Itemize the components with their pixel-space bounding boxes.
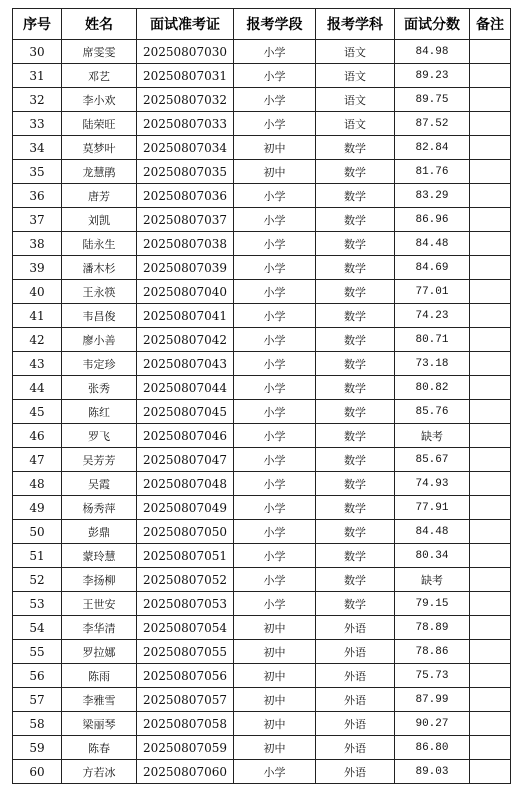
cell-name: 陈红 <box>62 400 137 424</box>
cell-no: 30 <box>13 40 62 64</box>
cell-name: 王世安 <box>62 592 137 616</box>
cell-score: 87.52 <box>395 112 470 136</box>
cell-exam-id: 20250807057 <box>137 688 234 712</box>
cell-stage: 小学 <box>234 232 316 256</box>
table-row <box>13 64 511 88</box>
cell-stage: 初中 <box>234 640 316 664</box>
cell-stage: 小学 <box>234 208 316 232</box>
table-row <box>13 616 511 640</box>
cell-exam-id: 20250807031 <box>137 64 234 88</box>
cell-exam-id: 20250807048 <box>137 472 234 496</box>
cell-name: 王永筷 <box>62 280 137 304</box>
table-row <box>13 688 511 712</box>
interview-score-table <box>12 8 511 784</box>
cell-stage: 初中 <box>234 664 316 688</box>
cell-subject: 数学 <box>316 280 395 304</box>
cell-subject: 数学 <box>316 352 395 376</box>
cell-exam-id: 20250807046 <box>137 424 234 448</box>
cell-score: 79.15 <box>395 592 470 616</box>
cell-subject: 外语 <box>316 640 395 664</box>
cell-subject: 外语 <box>316 760 395 784</box>
cell-no: 38 <box>13 232 62 256</box>
cell-note <box>470 376 511 400</box>
header-no: 序号 <box>13 9 62 40</box>
cell-stage: 初中 <box>234 712 316 736</box>
table-row <box>13 376 511 400</box>
cell-stage: 小学 <box>234 424 316 448</box>
cell-note <box>470 328 511 352</box>
cell-stage: 初中 <box>234 160 316 184</box>
cell-note <box>470 760 511 784</box>
cell-name: 李小欢 <box>62 88 137 112</box>
cell-no: 45 <box>13 400 62 424</box>
table-row <box>13 736 511 760</box>
cell-exam-id: 20250807051 <box>137 544 234 568</box>
cell-subject: 外语 <box>316 688 395 712</box>
cell-score: 78.86 <box>395 640 470 664</box>
cell-name: 潘木杉 <box>62 256 137 280</box>
cell-note <box>470 64 511 88</box>
cell-no: 40 <box>13 280 62 304</box>
table-row <box>13 328 511 352</box>
cell-note <box>470 688 511 712</box>
cell-exam-id: 20250807041 <box>137 304 234 328</box>
table-header-row <box>13 9 511 40</box>
cell-name: 张秀 <box>62 376 137 400</box>
cell-score: 80.82 <box>395 376 470 400</box>
cell-subject: 数学 <box>316 136 395 160</box>
cell-no: 35 <box>13 160 62 184</box>
cell-score: 89.23 <box>395 64 470 88</box>
cell-note <box>470 88 511 112</box>
cell-no: 52 <box>13 568 62 592</box>
cell-subject: 数学 <box>316 208 395 232</box>
cell-no: 57 <box>13 688 62 712</box>
cell-name: 陈春 <box>62 736 137 760</box>
cell-note <box>470 736 511 760</box>
cell-name: 吴霞 <box>62 472 137 496</box>
cell-stage: 小学 <box>234 328 316 352</box>
cell-no: 54 <box>13 616 62 640</box>
cell-score: 缺考 <box>395 568 470 592</box>
table-row <box>13 472 511 496</box>
cell-exam-id: 20250807042 <box>137 328 234 352</box>
cell-no: 46 <box>13 424 62 448</box>
cell-no: 41 <box>13 304 62 328</box>
cell-note <box>470 544 511 568</box>
cell-note <box>470 712 511 736</box>
cell-note <box>470 136 511 160</box>
cell-name: 杨秀萍 <box>62 496 137 520</box>
header-name: 姓名 <box>62 9 137 40</box>
cell-stage: 小学 <box>234 88 316 112</box>
cell-name: 陆永生 <box>62 232 137 256</box>
cell-name: 韦昌俊 <box>62 304 137 328</box>
cell-subject: 数学 <box>316 256 395 280</box>
table-row <box>13 640 511 664</box>
header-stage: 报考学段 <box>234 9 316 40</box>
cell-score: 86.80 <box>395 736 470 760</box>
cell-score: 85.76 <box>395 400 470 424</box>
cell-stage: 初中 <box>234 136 316 160</box>
cell-stage: 小学 <box>234 184 316 208</box>
table-row <box>13 208 511 232</box>
cell-stage: 小学 <box>234 112 316 136</box>
cell-note <box>470 424 511 448</box>
score-sheet <box>12 8 511 784</box>
cell-subject: 语文 <box>316 64 395 88</box>
cell-score: 82.84 <box>395 136 470 160</box>
cell-subject: 数学 <box>316 568 395 592</box>
header-exam-id: 面试准考证 <box>137 9 234 40</box>
cell-exam-id: 20250807049 <box>137 496 234 520</box>
cell-note <box>470 592 511 616</box>
cell-exam-id: 20250807050 <box>137 520 234 544</box>
cell-no: 59 <box>13 736 62 760</box>
cell-name: 邓艺 <box>62 64 137 88</box>
cell-exam-id: 20250807033 <box>137 112 234 136</box>
table-row <box>13 424 511 448</box>
cell-stage: 初中 <box>234 616 316 640</box>
cell-no: 43 <box>13 352 62 376</box>
cell-no: 51 <box>13 544 62 568</box>
cell-subject: 数学 <box>316 184 395 208</box>
cell-exam-id: 20250807030 <box>137 40 234 64</box>
cell-exam-id: 20250807055 <box>137 640 234 664</box>
cell-stage: 小学 <box>234 64 316 88</box>
cell-subject: 外语 <box>316 664 395 688</box>
table-row <box>13 280 511 304</box>
cell-name: 梁丽琴 <box>62 712 137 736</box>
table-row <box>13 352 511 376</box>
cell-score: 84.48 <box>395 232 470 256</box>
cell-exam-id: 20250807059 <box>137 736 234 760</box>
table-row <box>13 160 511 184</box>
table-row <box>13 184 511 208</box>
cell-subject: 数学 <box>316 520 395 544</box>
table-row <box>13 88 511 112</box>
cell-name: 罗飞 <box>62 424 137 448</box>
cell-subject: 数学 <box>316 424 395 448</box>
table-row <box>13 568 511 592</box>
cell-stage: 小学 <box>234 568 316 592</box>
cell-note <box>470 208 511 232</box>
cell-score: 缺考 <box>395 424 470 448</box>
cell-score: 86.96 <box>395 208 470 232</box>
cell-exam-id: 20250807060 <box>137 760 234 784</box>
header-score: 面试分数 <box>395 9 470 40</box>
cell-name: 龙慧鹃 <box>62 160 137 184</box>
cell-score: 80.71 <box>395 328 470 352</box>
cell-stage: 小学 <box>234 40 316 64</box>
cell-name: 陆荣旺 <box>62 112 137 136</box>
cell-stage: 初中 <box>234 688 316 712</box>
cell-exam-id: 20250807053 <box>137 592 234 616</box>
cell-subject: 数学 <box>316 400 395 424</box>
cell-stage: 小学 <box>234 496 316 520</box>
cell-note <box>470 280 511 304</box>
cell-note <box>470 472 511 496</box>
cell-no: 44 <box>13 376 62 400</box>
header-note: 备注 <box>470 9 511 40</box>
cell-name: 席雯雯 <box>62 40 137 64</box>
cell-no: 56 <box>13 664 62 688</box>
cell-note <box>470 400 511 424</box>
cell-note <box>470 352 511 376</box>
cell-exam-id: 20250807045 <box>137 400 234 424</box>
cell-subject: 数学 <box>316 544 395 568</box>
cell-no: 50 <box>13 520 62 544</box>
cell-exam-id: 20250807047 <box>137 448 234 472</box>
table-row <box>13 448 511 472</box>
cell-subject: 数学 <box>316 496 395 520</box>
cell-score: 80.34 <box>395 544 470 568</box>
cell-note <box>470 568 511 592</box>
cell-subject: 语文 <box>316 88 395 112</box>
cell-stage: 小学 <box>234 760 316 784</box>
cell-name: 吴芳芳 <box>62 448 137 472</box>
cell-name: 罗拉娜 <box>62 640 137 664</box>
cell-subject: 数学 <box>316 232 395 256</box>
cell-name: 韦定珍 <box>62 352 137 376</box>
cell-name: 唐芳 <box>62 184 137 208</box>
table-row <box>13 136 511 160</box>
cell-score: 90.27 <box>395 712 470 736</box>
cell-subject: 数学 <box>316 592 395 616</box>
table-row <box>13 112 511 136</box>
cell-note <box>470 112 511 136</box>
cell-exam-id: 20250807038 <box>137 232 234 256</box>
cell-subject: 数学 <box>316 448 395 472</box>
cell-no: 60 <box>13 760 62 784</box>
cell-name: 陈雨 <box>62 664 137 688</box>
cell-no: 36 <box>13 184 62 208</box>
cell-stage: 小学 <box>234 472 316 496</box>
cell-score: 75.73 <box>395 664 470 688</box>
cell-stage: 小学 <box>234 376 316 400</box>
cell-score: 77.01 <box>395 280 470 304</box>
cell-subject: 语文 <box>316 40 395 64</box>
cell-exam-id: 20250807032 <box>137 88 234 112</box>
cell-stage: 小学 <box>234 400 316 424</box>
table-row <box>13 256 511 280</box>
cell-score: 77.91 <box>395 496 470 520</box>
cell-subject: 外语 <box>316 712 395 736</box>
cell-score: 81.76 <box>395 160 470 184</box>
cell-note <box>470 448 511 472</box>
cell-note <box>470 232 511 256</box>
table-row <box>13 304 511 328</box>
cell-exam-id: 20250807035 <box>137 160 234 184</box>
cell-subject: 外语 <box>316 736 395 760</box>
cell-exam-id: 20250807034 <box>137 136 234 160</box>
cell-exam-id: 20250807044 <box>137 376 234 400</box>
cell-exam-id: 20250807043 <box>137 352 234 376</box>
cell-stage: 小学 <box>234 592 316 616</box>
cell-note <box>470 184 511 208</box>
cell-exam-id: 20250807036 <box>137 184 234 208</box>
table-row <box>13 760 511 784</box>
cell-name: 李雅雪 <box>62 688 137 712</box>
cell-name: 彭鼎 <box>62 520 137 544</box>
cell-no: 37 <box>13 208 62 232</box>
header-subject: 报考学科 <box>316 9 395 40</box>
cell-stage: 小学 <box>234 520 316 544</box>
cell-note <box>470 304 511 328</box>
cell-subject: 数学 <box>316 160 395 184</box>
cell-score: 83.29 <box>395 184 470 208</box>
cell-score: 85.67 <box>395 448 470 472</box>
cell-exam-id: 20250807056 <box>137 664 234 688</box>
cell-score: 74.23 <box>395 304 470 328</box>
cell-name: 李华清 <box>62 616 137 640</box>
cell-exam-id: 20250807040 <box>137 280 234 304</box>
cell-no: 33 <box>13 112 62 136</box>
cell-note <box>470 640 511 664</box>
cell-stage: 小学 <box>234 544 316 568</box>
cell-no: 49 <box>13 496 62 520</box>
cell-no: 32 <box>13 88 62 112</box>
cell-score: 73.18 <box>395 352 470 376</box>
cell-score: 89.03 <box>395 760 470 784</box>
cell-note <box>470 256 511 280</box>
cell-stage: 小学 <box>234 448 316 472</box>
cell-no: 39 <box>13 256 62 280</box>
table-row <box>13 40 511 64</box>
table-row <box>13 496 511 520</box>
cell-score: 78.89 <box>395 616 470 640</box>
cell-stage: 小学 <box>234 352 316 376</box>
cell-name: 李扬柳 <box>62 568 137 592</box>
cell-no: 42 <box>13 328 62 352</box>
cell-subject: 数学 <box>316 376 395 400</box>
cell-stage: 初中 <box>234 736 316 760</box>
cell-subject: 外语 <box>316 616 395 640</box>
cell-subject: 数学 <box>316 304 395 328</box>
table-row <box>13 664 511 688</box>
cell-no: 53 <box>13 592 62 616</box>
cell-name: 蒙玲慧 <box>62 544 137 568</box>
cell-stage: 小学 <box>234 280 316 304</box>
table-row <box>13 592 511 616</box>
cell-no: 47 <box>13 448 62 472</box>
cell-score: 87.99 <box>395 688 470 712</box>
cell-exam-id: 20250807037 <box>137 208 234 232</box>
table-row <box>13 520 511 544</box>
cell-note <box>470 40 511 64</box>
cell-stage: 小学 <box>234 256 316 280</box>
cell-subject: 数学 <box>316 472 395 496</box>
cell-note <box>470 160 511 184</box>
cell-exam-id: 20250807058 <box>137 712 234 736</box>
cell-score: 84.98 <box>395 40 470 64</box>
cell-no: 55 <box>13 640 62 664</box>
cell-note <box>470 616 511 640</box>
table-row <box>13 400 511 424</box>
cell-subject: 语文 <box>316 112 395 136</box>
table-row <box>13 544 511 568</box>
cell-stage: 小学 <box>234 304 316 328</box>
cell-exam-id: 20250807039 <box>137 256 234 280</box>
cell-name: 莫梦叶 <box>62 136 137 160</box>
table-body <box>13 40 511 784</box>
cell-exam-id: 20250807052 <box>137 568 234 592</box>
cell-note <box>470 496 511 520</box>
cell-no: 34 <box>13 136 62 160</box>
cell-score: 84.69 <box>395 256 470 280</box>
cell-score: 74.93 <box>395 472 470 496</box>
cell-subject: 数学 <box>316 328 395 352</box>
cell-no: 48 <box>13 472 62 496</box>
table-row <box>13 232 511 256</box>
cell-name: 刘凯 <box>62 208 137 232</box>
cell-score: 89.75 <box>395 88 470 112</box>
cell-no: 31 <box>13 64 62 88</box>
cell-note <box>470 520 511 544</box>
cell-score: 84.48 <box>395 520 470 544</box>
cell-name: 方若冰 <box>62 760 137 784</box>
cell-name: 廖小善 <box>62 328 137 352</box>
cell-note <box>470 664 511 688</box>
cell-no: 58 <box>13 712 62 736</box>
table-row <box>13 712 511 736</box>
cell-exam-id: 20250807054 <box>137 616 234 640</box>
